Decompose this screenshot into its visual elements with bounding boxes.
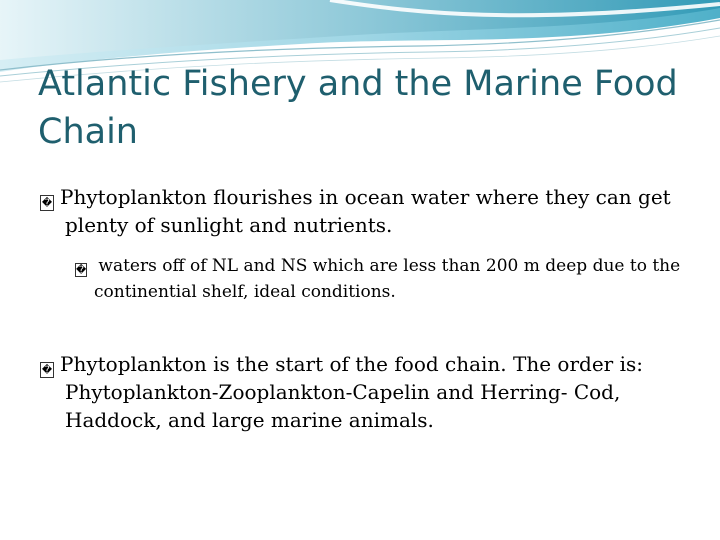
bullet-marker-icon: � xyxy=(40,195,54,211)
sub-bullet-marker-icon: � xyxy=(76,265,87,276)
bullet-2-text: Phytoplankton is the start of the food chain. The order is: Phytoplankton-Zooplankton-Capelin and Herring- Cod, Haddock, and large marine animals. xyxy=(60,352,643,432)
sub-bullet-1-text: waters off of NL and NS which are less than 200 m deep due to the continential shelf, ideal conditions. xyxy=(93,256,681,302)
bullet-1 xyxy=(40,183,705,239)
bullet-2 xyxy=(40,350,705,434)
sub-bullet-1 xyxy=(75,253,714,305)
bullet-marker-icon: � xyxy=(40,362,54,378)
bullet-1-text: Phytoplankton flourishes in ocean water where they can get plenty of sunlight and nutrients. xyxy=(60,185,671,237)
slide-title: Atlantic Fishery and the Marine Food Chain xyxy=(38,64,678,152)
